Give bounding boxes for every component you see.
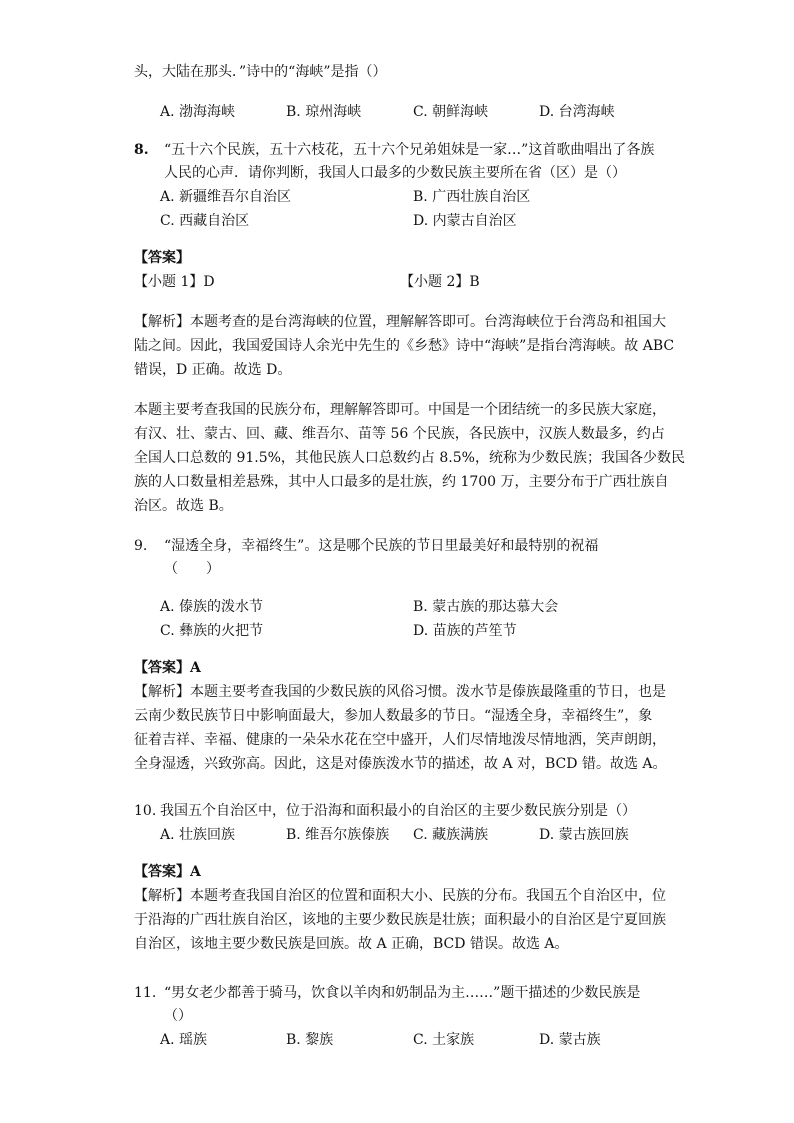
q8-option-a: A. 新疆维吾尔自治区 [160, 189, 292, 205]
answer-sub1: 【小题 1】D [134, 274, 215, 290]
q7-stem-tail: 头，大陆在那头．”诗中的“海峡”是指（） [134, 64, 387, 80]
q11-option-a: A. 瑶族 [160, 1032, 208, 1048]
q10-analysis-line1: 【解析】本题考查我国自治区的位置和面积大小、民族的分布。我国五个自治区中，位 [134, 888, 666, 904]
q8-option-b: B. 广西壮族自治区 [413, 189, 531, 205]
q9-stem-line2: （ ） [164, 561, 220, 577]
q9-analysis-line1: 【解析】本题主要考查我国的少数民族的风俗习惯。泼水节是傣族最隆重的节日，也是 [134, 684, 666, 700]
q8-stem-line1: “五十六个民族，五十六枝花，五十六个兄弟姐妹是一家…”这首歌曲唱出了各族 [164, 142, 655, 158]
q7-option-a: A. 渤海海峡 [160, 104, 236, 120]
q10-option-a: A. 壮族回族 [160, 827, 236, 843]
q10-option-d: D. 蒙古族回族 [539, 827, 629, 843]
q9-number: 9. [134, 538, 148, 554]
q9-answer: 【答案】A [134, 660, 201, 676]
q9-stem-line1: “湿透全身，幸福终生”。这是哪个民族的节日里最美好和最特别的祝福 [164, 538, 599, 554]
analysis1-line1: 【解析】本题考查的是台湾海峡的位置，理解解答即可。台湾海峡位于台湾岛和祖国大 [134, 314, 666, 330]
q9-analysis-line3: 征着吉祥、幸福、健康的一朵朵水花在空中盛开，人们尽情地泼尽情地洒，笑声朗朗， [134, 732, 666, 748]
q10-number: 10. [134, 803, 157, 819]
analysis1-line3: 错误，D 正确。故选 D。 [134, 362, 292, 378]
q9-analysis-line2: 云南少数民族节日中影响面最大，参加人数最多的节日。“湿透全身，幸福终生”，象 [134, 708, 653, 724]
q11-stem-line2: （） [164, 1008, 192, 1024]
q10-stem: 我国五个自治区中，位于沿海和面积最小的自治区的主要少数民族分别是（） [160, 803, 636, 819]
analysis2-line4: 族的人口数量相差悬殊，其中人口最多的是壮族，约 1700 万，主要分布于广西壮族自 [134, 474, 669, 490]
analysis1-line2: 陆之间。因此，我国爱国诗人余光中先生的《乡愁》诗中“海峡”是指台湾海峡。故 ABC [134, 338, 675, 354]
q10-answer: 【答案】A [134, 864, 201, 880]
q10-analysis-line3: 自治区，该地主要少数民族是回族。故 A 正确，BCD 错误。故选 A。 [134, 936, 569, 952]
q9-option-d: D. 苗族的芦笙节 [413, 623, 517, 639]
q11-stem-line1: “男女老少都善于骑马，饮食以羊肉和奶制品为主……”题干描述的少数民族是 [164, 985, 641, 1001]
q8-option-d: D. 内蒙古自治区 [413, 213, 517, 229]
answer-sub2: 【小题 2】B [400, 274, 480, 290]
q7-option-c: C. 朝鲜海峡 [413, 104, 489, 120]
q8-stem-line2: 人民的心声．请你判断，我国人口最多的少数民族主要所在省（区）是（） [164, 165, 626, 181]
answer-label: 【答案】 [134, 250, 190, 266]
q8-option-c: C. 西藏自治区 [160, 213, 250, 229]
q11-option-b: B. 黎族 [286, 1032, 334, 1048]
q9-analysis-line4: 全身湿透，兴致弥高。因此，这是对傣族泼水节的描述，故 A 对，BCD 错。故选 A。 [134, 756, 667, 772]
q10-option-c: C. 藏族满族 [413, 827, 489, 843]
analysis2-line5: 治区。故选 B。 [134, 498, 233, 514]
q10-option-b: B. 维吾尔族傣族 [286, 827, 390, 843]
q7-option-b: B. 琼州海峡 [286, 104, 362, 120]
analysis2-line2: 有汉、壮、蒙古、回、藏、维吾尔、苗等 56 个民族，各民族中，汉族人数最多，约占 [134, 426, 665, 442]
analysis2-line1: 本题主要考查我国的民族分布，理解解答即可。中国是一个团结统一的多民族大家庭， [134, 402, 666, 418]
q8-number: 8. [134, 142, 149, 158]
q9-option-c: C. 彝族的火把节 [160, 623, 264, 639]
q7-option-d: D. 台湾海峡 [539, 104, 615, 120]
q10-analysis-line2: 于沿海的广西壮族自治区，该地的主要少数民族是壮族；面积最小的自治区是宁夏回族 [134, 912, 666, 928]
q11-number: 11. [134, 985, 157, 1001]
q9-option-b: B. 蒙古族的那达慕大会 [413, 599, 559, 615]
q11-option-d: D. 蒙古族 [539, 1032, 601, 1048]
q11-option-c: C. 土家族 [413, 1032, 475, 1048]
q9-option-a: A. 傣族的泼水节 [160, 599, 264, 615]
analysis2-line3: 全国人口总数的 91.5%，其他民族人口总数约占 8.5%，统称为少数民族；我国各少数民 [134, 450, 685, 466]
